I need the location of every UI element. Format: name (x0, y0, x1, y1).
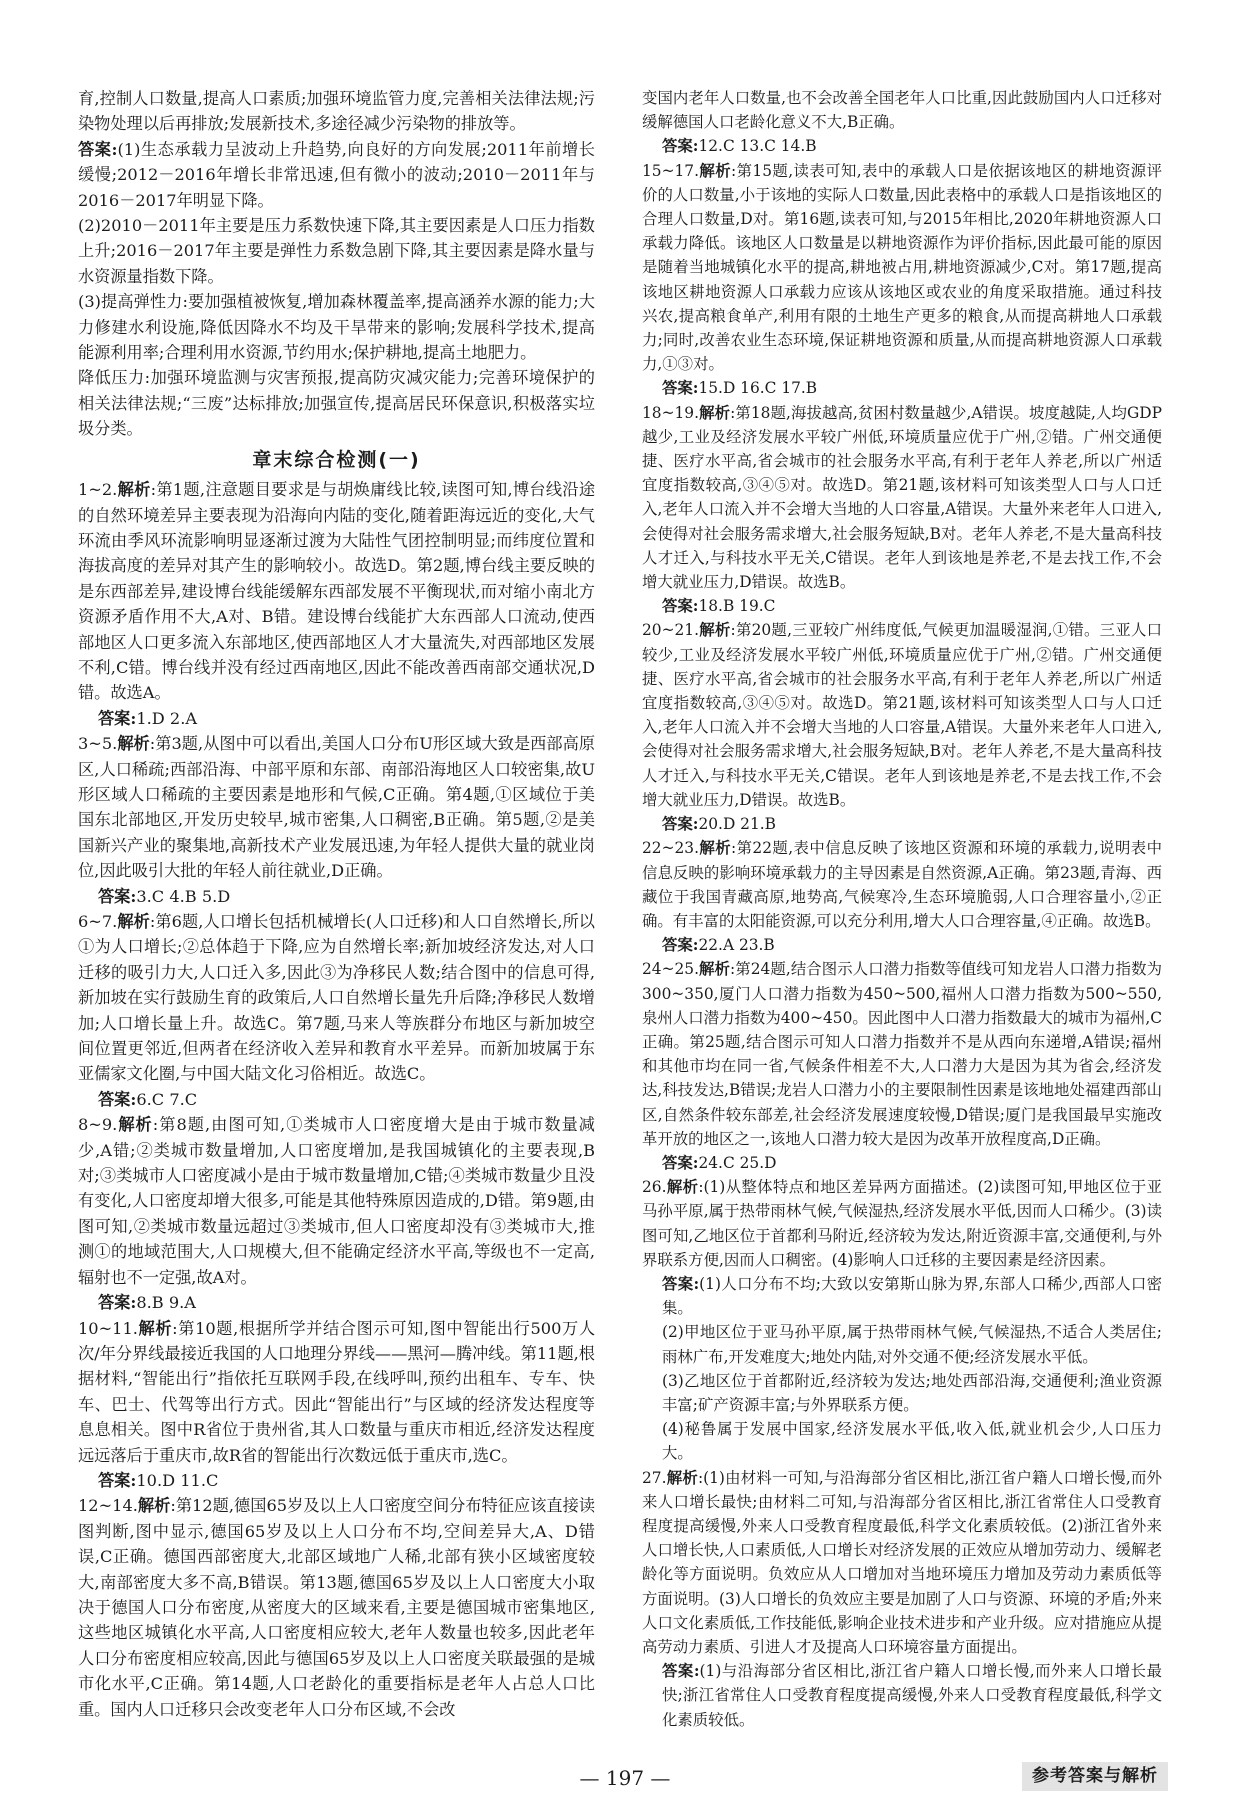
question-8-9: 8~9.解析:第8题,由图可知,①类城市人口密度增大是由于城市数量减少,A错;②类城市数量增加,人口密度增加,是我国城镇化的主要表现,B对;③类城市人口密度减小是由于城市数量增加,C错;④类城市数量少且没有变化,人口密度却增大很多,可能是其他特殊原因造成的,D错。第9题,由图可知,②类城市数量远超过③类城市,但人口密度却没有③类城市大,推测①的地域范围大,人口规模大,但不能确定经济水平高,等级也不一定高,辐射也不一定强,故A对。 (78, 1115, 595, 1287)
continuation: 变国内老年人口数量,也不会改善全国老年人口比重,因此鼓励国内人口迁移对缓解德国人口老龄化意义不大,B正确。 (642, 89, 1162, 132)
question-3-5: 3~5.解析:第3题,从图中可以看出,美国人口分布U形区域大致是西部高原区,人口稀疏;西部沿海、中部平原和东部、南部沿海地区人口较密集,故U形区域人口稀疏的主要因素是地形和气候,C正确。第4题,①区域位于美国东北部地区,开发历史较早,城市密集,人口稠密,B正确。第5题,②是美国新兴产业的聚集地,高新技术产业发展迅速,为年轻人提供大量的就业岗位,因此吸引大批的年轻人前往就业,D正确。 (78, 734, 596, 881)
answer-26-2: (2)甲地区位于亚马孙平原,属于热带雨林气候,气候湿热,不适合人类居住;雨林广布,开发难度大;地处内陆,对外交通不便;经济发展水平低。 (662, 1323, 1162, 1366)
question-1-2: 1~2.解析:第1题,注意题目要求是与胡焕庸线比较,读图可知,博台线沿途的自然环境差异主要表现为沿海向内陆的变化,随着距海远近的变化,大气环流由季风环流影响明显逐渐过渡为大陆性气团控制明显;而纬度位置和海拔高度的差异对其产生的影响较小。故选D。第2题,博台线主要反映的是东西部差异,建设博台线能缓解东西部发展不平衡现状,而对缩小南北方资源矛盾作用不大,A对、B错。建设博台线能扩大东西部人口流动,使西部地区人口更多流入东部地区,使西部地区人才大量流失,对西部地区发展不利,C错。博台线并没有经过西南地区,因此不能改善西南部交通状况,D错。故选A。 (78, 480, 596, 703)
answer-12-14: 答案:12.C 13.C 14.B (662, 137, 817, 156)
question-6-7: 6~7.解析:第6题,人口增长包括机械增长(人口迁移)和人口自然增长,所以①为人口增长;②总体趋于下降,应为自然增长率;新加坡经济发达,对人口迁移的吸引力大,人口迁入多,因此③为净移民人数;结合图中的信息可得,新加坡在实行鼓励生育的政策后,人口自然增长量先升后降;净移民人数增加;人口增长量上升。故选C。第7题,马来人等族群分布地区与新加坡空间位置更邻近,但两者在经济收入差异和教育水平差异。而新加坡属于东亚儒家文化圈,与中国大陆文化习俗相近。故选C。 (78, 912, 595, 1084)
intro-answer-2: (2)2010－2011年主要是压力系数快速下降,其主要因素是人口压力指数上升;2016－2017年主要是弹性力系数急剧下降,其主要因素是降水量与水资源量指数下降。 (78, 216, 595, 286)
answer-26-4: (4)秘鲁属于发展中国家,经济发展水平低,收入低,就业机会少,人口压力大。 (662, 1420, 1162, 1463)
page-number: — 197 — (579, 1766, 671, 1790)
question-18-19: 18~19.解析:第18题,海拔越高,贫困村数量越少,A错误。坡度越陡,人均GDP越少,工业及经济发展水平较广州低,环境质量应优于广州,②错。广州交通便捷、医疗水平高,省会城市的社会服务水平高,有利于老年人养老,所以广州适宜度指数较高,③④⑤对。故选D。第21题,该材料可知该类型人口与人口迁入,老年人口流入并不会增大当地的人口容量,A错误。大量外来老年人口进入,会使得对社会服务需求增大,社会服务短缺,B对。老年人养老,不是大量高科技人才迁入,与科技水平无关,C错误。老年人到该地是养老,不是去找工作,不会增大就业压力,D错误。故选B。 (642, 403, 1162, 592)
answer-15-17: 答案:15.D 16.C 17.B (662, 379, 818, 398)
question-26: 26.解析:(1)从整体特点和地区差异两方面描述。(2)读图可知,甲地区位于亚马孙平原,属于热带雨林气候,气候湿热,经济发展水平低,因而人口稀少。(3)读图可知,乙地区位于首都利马附近,经济较为发达,附近资源丰富,交通便利,与外界联系方便,因而人口稠密。(4)影响人口迁移的主要因素是经济因素。 (642, 1178, 1162, 1269)
question-22-23: 22~23.解析:第22题,表中信息反映了该地区资源和环境的承载力,说明表中信息反映的影响环境承载力的主导因素是自然资源,A正确。第23题,青海、西藏位于我国青藏高原,地势高,气候寒冷,生态环境脆弱,人口合理容量小,②正确。有丰富的太阳能资源,可以充分利用,增大人口合理容量,④正确。故选B。 (642, 839, 1162, 930)
left-column (78, 86, 595, 1722)
intro-answer-1: 答案:(1)生态承载力呈波动上升趋势,向良好的方向发展;2011年前增长缓慢;2012－2016年增长非常迅速,但有微小的波动;2010－2011年与2016－2017年明显下降。 (78, 139, 595, 210)
footer-label: 参考答案与解析 (1022, 1762, 1168, 1791)
answer-10-11: 答案:10.D 11.C (98, 1470, 219, 1490)
question-20-21: 20~21.解析:第20题,三亚较广州纬度低,气候更加温暖湿润,①错。三亚人口较少,工业及经济发展水平较广州低,环境质量应优于广州,②错。广州交通便捷、医疗水平高,省会城市的社会服务水平高,有利于老年人养老,所以广州适宜度指数较高,③④⑤对。故选D。第21题,该材料可知该类型人口与人口迁入,老年人口流入并不会增大当地的人口容量,A错误。大量外来老年人口进入,会使得对社会服务需求增大,社会服务短缺,B对。老年人养老,不是大量高科技人才迁入,与科技水平无关,C错误。老年人到该地是养老,不是去找工作,不会增大就业压力,D错误。故选B。 (642, 621, 1162, 809)
question-24-25: 24~25.解析:第24题,结合图示人口潜力指数等值线可知龙岩人口潜力指数为300~350,厦门人口潜力指数为450~500,福州人口潜力指数为500~550,泉州人口潜力指数为400~450。因此图中人口潜力指数最大的城市为福州,C正确。第25题,结合图示可知人口潜力指数并不是从西向东递增,A错误;福州和其他市均在同一省,气候条件相差不大,人口潜力大是因为其为省会,经济发达,科技发达,B错误;龙岩人口潜力小的主要限制性因素是该地地处福建西部山区,自然条件较东部差,社会经济发展速度较慢,D错误;厦门是我国最早实施改革开放的地区之一,该地人口潜力较大是因为改革开放程度高,D正确。 (642, 960, 1162, 1148)
answer-label: 答案: (78, 139, 118, 159)
section-title: 章末综合检测(一) (252, 448, 421, 471)
right-column (642, 86, 1162, 1732)
intro-answer-4: 降低压力:加强环境监测与灾害预报,提高防灾减灾能力;完善环境保护的相关法律法规;“三废”达标排放;加强宣传,提高居民环保意识,积极落实垃圾分类。 (78, 368, 595, 439)
question-27: 27.解析:(1)由材料一可知,与沿海部分省区相比,浙江省户籍人口增长慢,而外来人口增长最快;由材料二可知,与沿海部分省区相比,浙江省常住人口受教育程度提高缓慢,外来人口受教育程度最低,科学文化素质较低。(2)浙江省外来人口增长快,人口素质低,人口增长对经济发展的正效应从增加劳动力、缓解老龄化等方面说明。负效应从人口增加对当地环境压力增加及劳动力素质低等方面说明。(3)人口增长的负效应主要是加剧了人口与资源、环境的矛盾;外来人口文化素质低,工作技能低,影响企业技术进步和产业升级。应对措施应从提高劳动力素质、引进人才及提高人口环境容量方面提出。 (642, 1468, 1162, 1656)
answer-20-21: 答案:20.D 21.B (662, 815, 776, 834)
question-15-17: 15~17.解析:第15题,读表可知,表中的承载人口是依据该地区的耕地资源评价的人口数量,小于该地的实际人口数量,因此表格中的承载人口是指该地区的合理人口数量,D对。第16题,读表可知,与2015年相比,2020年耕地资源人口承载力降低。该地区人口数量是以耕地资源作为评价指标,因此最可能的原因是随着当地城镇化水平的提高,耕地被占用,耕地资源减少,C对。第17题,提高该地区耕地资源人口承载力应该从该地区或农业的角度采取措施。通过科技兴农,提高粮食单产,利用有限的土地生产更多的粮食,从而提高耕地人口承载力;同时,改善农业生态环境,保证耕地资源和质量,从而提高耕地资源人口承载力,①③对。 (642, 161, 1162, 374)
answer-26-1: 答案:(1)人口分布不均;大致以安第斯山脉为界,东部人口稀少,西部人口密集。 (662, 1274, 1162, 1318)
answer-1-2: 答案:1.D 2.A (98, 708, 198, 728)
question-12-14: 12~14.解析:第12题,德国65岁及以上人口密度空间分布特征应该直接读图判断,图中显示,德国65岁及以上人口分布不均,空间差异大,A、D错误,C正确。德国西部密度大,北部区域地广人稀,北部有狭小区域密度较大,南部密度大多不高,B错误。第13题,德国65岁及以上人口密度大小取决于德国人口分布密度,从密度大的区域来看,主要是德国城市密集地区,这些地区城镇化水平高,人口密度相应较大,老年人数量也较多,因此老年人口分布密度相应较高,因此与德国65岁及以上人口密度关联最强的是城市化水平,C正确。第14题,人口老龄化的重要指标是老年人占总人口比重。国内人口迁移只会改变老年人口分布区域,不会改 (78, 1496, 596, 1719)
answer-26-3: (3)乙地区位于首都附近,经济较为发达;地处西部沿海,交通便利;渔业资源丰富;矿产资源丰富;与外界联系方便。 (662, 1371, 1162, 1414)
answer-6-7: 答案:6.C 7.C (98, 1089, 198, 1109)
question-10-11: 10~11.解析:第10题,根据所学并结合图示可知,图中智能出行500万人次/年分界线最接近我国的人口地理分界线——黑河—腾冲线。第11题,根据材料,“智能出行”指依托互联网手段,在线呼叫,预约出租车、专车、快车、巴士、代驾等出行方式。因此“智能出行”与区域的经济发达程度等息息相关。图中R省位于贵州省,其人口数量与重庆市相近,经济发达程度远远落后于重庆市,故R省的智能出行次数远低于重庆市,选C。 (78, 1318, 596, 1465)
answer-18-19: 答案:18.B 19.C (662, 597, 776, 616)
answer-22-23: 答案:22.A 23.B (662, 936, 775, 955)
answer-27: 答案:(1)与沿海部分省区相比,浙江省户籍人口增长慢,而外来人口增长最快;浙江省常住人口受教育程度提高缓慢,外来人口受教育程度最低,科学文化素质较低。 (662, 1662, 1162, 1729)
answer-3-5: 答案:3.C 4.B 5.D (98, 886, 231, 906)
answer-8-9: 答案:8.B 9.A (98, 1293, 196, 1313)
intro-answer-3: (3)提高弹性力:要加强植被恢复,增加森林覆盖率,提高涵养水源的能力;大力修建水利设施,降低因降水不均及干旱带来的影响;发展科学技术,提高能源利用率;合理利用水资源,节约用水;保护耕地,提高土地肥力。 (78, 292, 595, 363)
intro-paragraph: 育,控制人口数量,提高人口素质;加强环境监管力度,完善相关法律法规;污染物处理以后再排放;发展新技术,多途径减少污染物的排放等。 (78, 89, 595, 134)
answer-24-25: 答案:24.C 25.D (662, 1153, 777, 1172)
